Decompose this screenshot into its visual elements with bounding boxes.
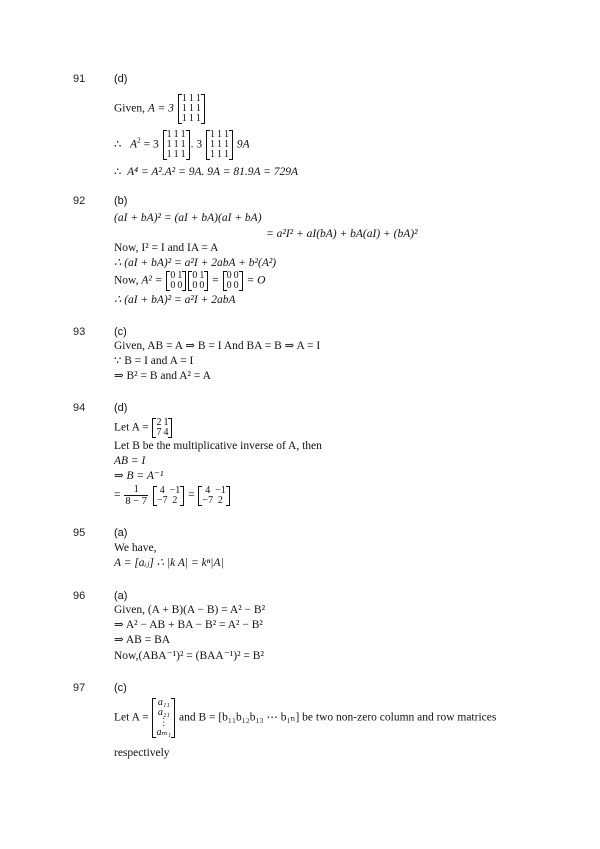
question-number: 93 bbox=[73, 326, 86, 338]
question-number: 91 bbox=[73, 73, 86, 85]
math-text: A = 3 bbox=[147, 102, 174, 115]
text-given: Given, bbox=[114, 102, 148, 115]
answer-option: (c) bbox=[114, 326, 127, 338]
matrix: 0 1 0 0 bbox=[188, 271, 208, 291]
solution-line: ⇒ B = A⁻¹ bbox=[114, 470, 164, 482]
matrix: 1 1 1 1 1 1 1 1 1 bbox=[178, 94, 205, 124]
therefore-symbol: ∴ bbox=[114, 138, 122, 151]
solution-line: ⇒ B² = B and A² = A bbox=[114, 370, 211, 382]
solution-line: ∴ (aI + bA)² = a²I + 2abA bbox=[114, 294, 236, 306]
solution-line bbox=[114, 94, 206, 124]
solution-line: ∴ (aI + bA)² = a²I + 2abA + b²(A²) bbox=[114, 257, 277, 269]
matrix: 4 −1 −7 2 bbox=[198, 486, 229, 506]
solution-line: We have, bbox=[114, 542, 157, 554]
answer-option: (a) bbox=[114, 590, 128, 602]
solution-line: = a²I² + aI(bA) + bA(aI) + (bA)² bbox=[266, 228, 418, 240]
solution-line: ⇒ AB = BA bbox=[114, 634, 171, 646]
question-number: 97 bbox=[73, 682, 86, 694]
solution-line: Given, (A + B)(A − B) = A² − B² bbox=[114, 604, 266, 616]
matrix: 1 1 1 1 1 1 1 1 1 bbox=[206, 130, 233, 160]
solution-line: respectively bbox=[114, 747, 170, 759]
fraction: $\frac{1}{8 - 7}$ bbox=[125, 484, 148, 507]
matrix: 4 −1 −7 2 bbox=[153, 486, 184, 506]
question-number: 96 bbox=[73, 590, 86, 602]
column-matrix: a₁₁ a₂₁ ⋮ aₘ₁ bbox=[152, 698, 175, 738]
matrix: 2 1 7 4 bbox=[152, 418, 172, 438]
answer-option: (d) bbox=[114, 402, 128, 414]
solution-line: Now,(ABA⁻¹)² = (BAA⁻¹)² = B² bbox=[114, 650, 264, 662]
solution-line: ∴ $A^2 = 3$ 1 1 1 1 1 1 1 1 1 . 3 1 1 1 1 1 1 1 1 1 9A bbox=[114, 129, 250, 160]
solution-line: = $\frac{1}{8 - 7}$ 4 −1 −7 2 = 4 −1 −7 2 bbox=[114, 484, 231, 507]
solution-line: Let A = a₁₁ a₂₁ ⋮ aₘ₁ and B = [b₁₁b₁₂b₁₃ ⋯ b₁ₙ] be two non-zero column and row matrices bbox=[114, 697, 497, 738]
therefore-symbol: ∴ bbox=[114, 166, 122, 178]
matrix: 0 1 0 0 bbox=[166, 271, 186, 291]
solution-line: Given, AB = A ⇒ B = I And BA = B ⇒ A = I bbox=[114, 340, 321, 352]
question-number: 95 bbox=[73, 527, 86, 539]
question-number: 94 bbox=[73, 402, 86, 414]
answer-option: (a) bbox=[114, 527, 128, 539]
solution-line bbox=[114, 166, 298, 179]
question-number: 92 bbox=[73, 195, 86, 207]
solution-line: (aI + bA)² = (aI + bA)(aI + bA) bbox=[114, 212, 262, 224]
solution-line: Now, I² = I and IA = A bbox=[114, 242, 219, 254]
solution-line: Let A = 2 1 7 4 bbox=[114, 418, 173, 438]
solution-line: ∵ B = I and A = I bbox=[114, 355, 194, 367]
matrix: 0 0 0 0 bbox=[223, 271, 243, 291]
solution-line: AB = I bbox=[114, 455, 146, 467]
answer-option: (c) bbox=[114, 682, 127, 694]
solution-line: ⇒ A² − AB + BA − B² = A² − B² bbox=[114, 619, 263, 631]
answer-option: (b) bbox=[114, 195, 128, 207]
solution-line: Now, A² = 0 1 0 0 0 1 0 0 = 0 0 0 0 = O bbox=[114, 270, 266, 291]
answer-option: (d) bbox=[114, 73, 128, 85]
matrix: 1 1 1 1 1 1 1 1 1 bbox=[163, 130, 190, 160]
math-text: A⁴ = A².A² = 9A. 9A = 81.9A = 729A bbox=[127, 166, 299, 178]
solution-line: A = [aᵢⱼ] ∴ |k A| = kⁿ|A| bbox=[114, 557, 224, 569]
solution-line: Let B be the multiplicative inverse of A, then bbox=[114, 440, 322, 452]
math-text: A bbox=[129, 138, 137, 151]
